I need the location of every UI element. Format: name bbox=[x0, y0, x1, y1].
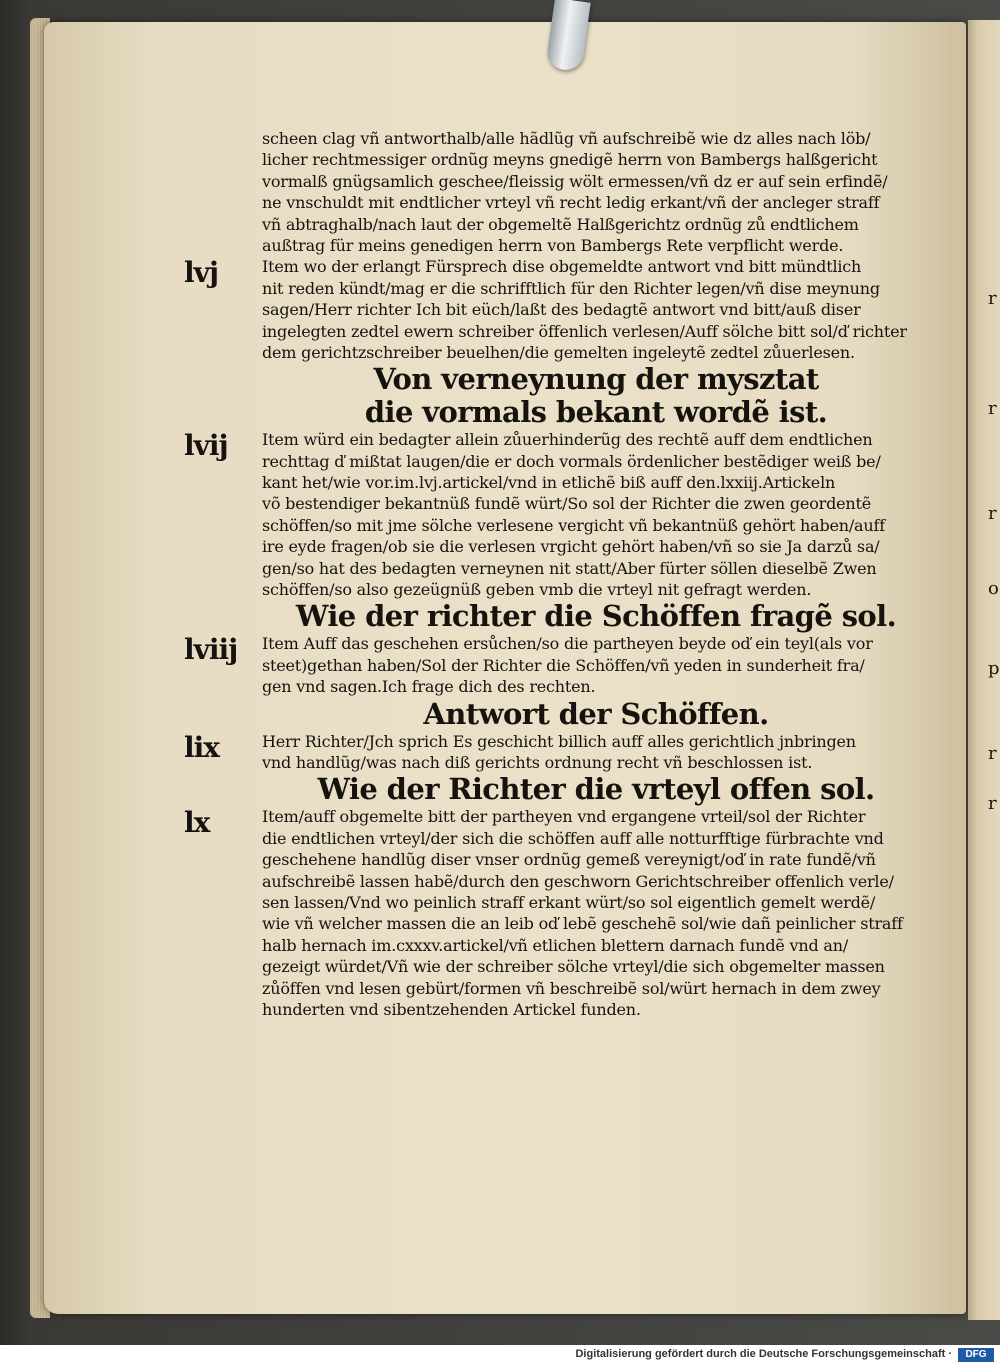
article-section bbox=[184, 697, 930, 774]
marginal-note: ɔɔʒ bbox=[10, 238, 26, 262]
next-page-fragment: r bbox=[988, 398, 997, 419]
article-body bbox=[184, 429, 930, 600]
article-numeral: lvj bbox=[184, 256, 219, 290]
article-body bbox=[184, 806, 930, 1020]
article-section bbox=[184, 256, 930, 363]
text-line: schöffen/so also gezeügnüß geben vmb die vrteyl nit gefragt werden. bbox=[262, 580, 812, 600]
article-body bbox=[184, 730, 930, 774]
text-line: nit reden kündt/mag er die schrifftlich für den Richter legen/vñ dise meynung bbox=[262, 278, 880, 298]
text-line: wie vñ welcher massen die an leib oď lebẽ geschehẽ sol/wie dañ peinlicher straff bbox=[262, 914, 903, 934]
text-line: Herr Richter/Jch sprich Es geschicht billich auff alles gerichtlich jnbringen bbox=[262, 731, 856, 751]
article-section bbox=[184, 363, 930, 600]
article-section bbox=[184, 600, 930, 697]
footer-bar bbox=[0, 1345, 1000, 1365]
article-section bbox=[184, 773, 930, 1020]
next-page-fragment: p bbox=[988, 658, 1000, 679]
text-line: dem gerichtzschreiber beuelhen/die gemelten ingeleytẽ zedtel zůuerlesen. bbox=[262, 342, 855, 362]
text-line: aufschreibẽ lassen habẽ/durch den geschworn Gerichtschreiber offenlich verle/ bbox=[262, 871, 894, 891]
article-body bbox=[184, 633, 930, 697]
text-line: ne vnschuldt mit endtlicher vrteyl vñ recht ledig erkant/vñ der ancleger straff bbox=[262, 193, 880, 213]
text-line: die endtlichen vrteyl/der sich die schöffen auff alle notturfftige fürbrachte vnd bbox=[262, 828, 884, 848]
section-heading: Wie der Richter die vrteyl offen sol. bbox=[317, 773, 875, 807]
article-numeral: lvij bbox=[184, 429, 228, 463]
text-line: steet)gethan haben/Sol der Richter die Schöffen/vñ yeden in sunderheit fra/ bbox=[262, 655, 865, 675]
text-line: außtrag für meins genedigen herrn von Bambergs Rete verpflicht werde. bbox=[262, 235, 844, 255]
text-line: sagen/Herr richter Ich bit eüch/laßt des bedagtẽ antwort vnd bitt/auß diser bbox=[262, 300, 861, 320]
text-line: Item/auff obgemelte bitt der partheyen vnd ergangene vrteil/sol der Richter bbox=[262, 807, 866, 827]
page-body bbox=[184, 128, 930, 1020]
text-line: kant het/wie vor.im.lvj.artickel/vnd in etlichẽ biß auff den.lxxiij.Artickeln bbox=[262, 473, 836, 493]
text-line: ingelegten zedtel ewern schreiber öffenlich verlesen/Auff sölche bitt sol/ď richter bbox=[262, 321, 907, 341]
article-numeral: lviij bbox=[184, 633, 238, 667]
text-line: schöffen/so mit jme sölche verlesene vergicht vñ bekantnüß gehört haben/auff bbox=[262, 515, 885, 535]
text-line: scheen clag vñ antworthalb/alle hãdlũg vñ aufschreibẽ wie dz alles nach löb/ bbox=[262, 129, 871, 148]
footer-credit: Digitalisierung gefördert durch die Deutsche Forschungsgemeinschaft · bbox=[575, 1348, 952, 1360]
text-line: vormalß gnügsamlich geschee/fleissig wölt ermessen/vñ dz er auf sein erfindẽ/ bbox=[262, 171, 888, 191]
section-heading: Antwort der Schöffen. bbox=[423, 697, 769, 731]
first-block bbox=[262, 128, 930, 256]
text-line: vnd handlũg/was nach diß gerichts ordnung recht vñ beschlossen ist. bbox=[262, 752, 813, 772]
section-heading: Von verneynung der mysztat bbox=[373, 363, 819, 397]
next-page-fragment: o bbox=[988, 578, 999, 599]
text-line: ire eyde fragen/ob sie die verlesen vrgicht gehört haben/vñ so sie Ja darzů sa/ bbox=[262, 537, 880, 557]
section-heading: die vormals bekant wordẽ ist. bbox=[364, 396, 828, 430]
text-line: sen lassen/Vnd wo peinlich straff erkant würt/so sol eigentlich gemelt werdẽ/ bbox=[262, 892, 876, 912]
text-line: võ bestendiger bekantnüß fundẽ würt/So sol der Richter die zwen geordentẽ bbox=[262, 494, 871, 514]
text-line: gen/so hat des bedagten verneynen nit statt/Aber fürter söllen dieselbẽ Zwen bbox=[262, 558, 877, 578]
next-page-fragment: r bbox=[988, 503, 997, 524]
text-line: gen vnd sagen.Ich frage dich des rechten. bbox=[262, 677, 596, 697]
text-line: Item Auff das geschehen ersůchen/so die partheyen beyde oď ein teyl(als vor bbox=[262, 634, 873, 654]
dfg-logo[interactable]: DFG bbox=[958, 1348, 994, 1362]
text-line: gezeigt würdet/Vñ wie der schreiber sölche vrteyl/die sich obgemelter massen bbox=[262, 957, 885, 977]
text-line: geschehene handlũg diser vnser ordnũg gemeß vereynigt/oď in rate fundẽ/vñ bbox=[262, 850, 876, 870]
next-page-fragment: r bbox=[988, 793, 997, 814]
text-line: zůöffen vnd lesen gebürt/formen vñ beschreibẽ sol/würt hernach in dem zwey bbox=[262, 978, 881, 998]
text-line: Item wo der erlangt Fürsprech dise obgemeldte antwort vnd bitt mündtlich bbox=[262, 257, 862, 277]
text-line: Item würd ein bedagter allein zůuerhinderũg des rechtẽ auff dem endtlichen bbox=[262, 430, 873, 450]
article-body bbox=[184, 256, 930, 363]
article-numeral: lx bbox=[184, 806, 210, 840]
section-heading: Wie der richter die Schöffen fragẽ sol. bbox=[295, 600, 897, 634]
article-numeral: lix bbox=[184, 730, 219, 764]
text-line: halb hernach im.cxxxv.artickel/vñ etlichen blettern darnach fundẽ vnd an/ bbox=[262, 935, 849, 955]
text-line: rechttag ď mißtat laugen/die er doch vormals ördenlicher bestẽdiger weiß be/ bbox=[262, 451, 881, 471]
sections bbox=[184, 256, 930, 1020]
text-line: hunderten vnd sibentzehenden Artickel funden. bbox=[262, 999, 641, 1019]
next-page-fragment: r bbox=[988, 743, 997, 764]
text-line: vñ abtraghalb/nach laut der obgemeltẽ Halßgerichtz ordnũg zů endtlichem bbox=[262, 214, 859, 234]
next-page-fragment: r bbox=[988, 288, 997, 309]
text-line: licher rechtmessiger ordnũg meyns gnedigẽ herrn von Bambergs halßgericht bbox=[262, 150, 878, 170]
